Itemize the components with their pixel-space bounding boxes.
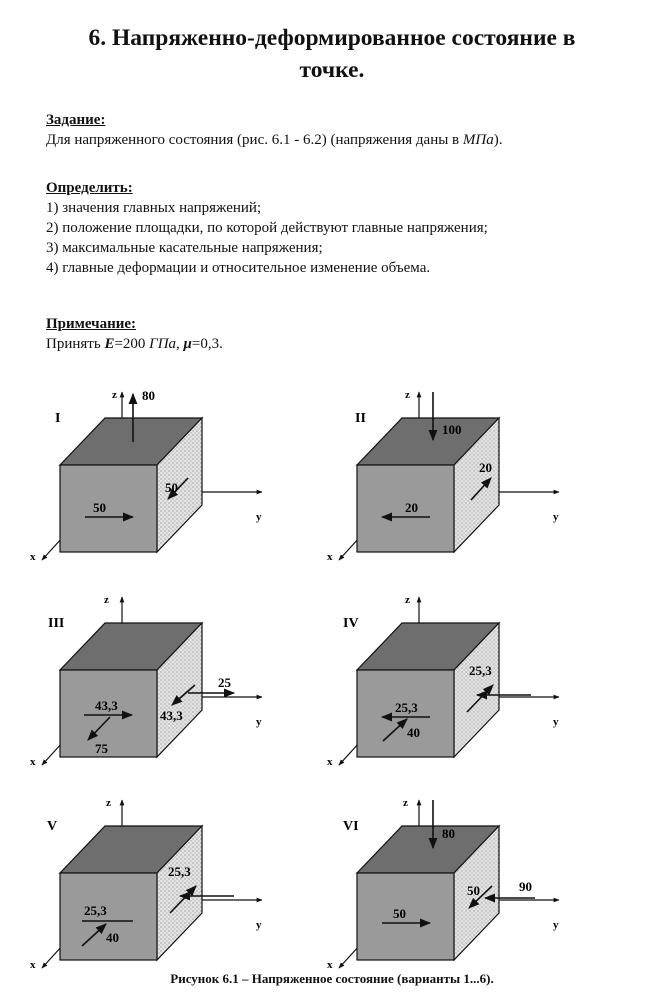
variant-roman: III [48, 616, 65, 631]
variant-roman: IV [343, 616, 359, 631]
x-axis [339, 538, 359, 560]
variant-roman: VI [343, 819, 359, 834]
page-title [20, 22, 644, 86]
cube-front-face [60, 670, 157, 757]
title-line-2: точке. [299, 57, 365, 83]
x-axis-label: x [30, 551, 36, 563]
note-mu-value: =0,3. [191, 336, 223, 352]
x-axis-label: x [327, 551, 333, 563]
stress-label: 43,3 [95, 698, 118, 713]
x-axis-label: x [30, 959, 36, 970]
variant-panel-3 [30, 594, 262, 768]
stress-label: 40 [407, 725, 420, 740]
z-axis-label: z [112, 389, 117, 401]
stress-label: 80 [442, 826, 455, 841]
variant-panel-5 [30, 797, 262, 970]
x-axis-label: x [327, 756, 333, 768]
determine-item: 4) главные деформации и относительное изменение объема. [46, 260, 431, 276]
x-axis [339, 946, 359, 968]
y-axis-label: y [553, 716, 559, 728]
note-sep: , [176, 336, 184, 352]
stress-label: 50 [93, 500, 106, 515]
note-text [46, 334, 646, 354]
z-axis-label: z [403, 797, 408, 809]
variant-panel-6 [327, 797, 559, 970]
x-axis [339, 743, 359, 765]
note-prefix: Принять [46, 336, 105, 352]
stress-label: 50 [393, 906, 406, 921]
determine-section [46, 178, 646, 278]
z-axis-label: z [405, 594, 410, 606]
note-e-unit: ГПа [149, 336, 177, 352]
stress-label: 25 [218, 675, 231, 690]
title-line-1: 6. Напряженно-деформированное состояние в [88, 25, 576, 51]
determine-item: 1) значения главных напряжений; [46, 200, 262, 216]
figure-stress-states [0, 370, 664, 970]
cube-front-face [60, 465, 157, 552]
z-axis-label: z [104, 594, 109, 606]
variant-roman: I [55, 411, 61, 426]
x-axis-label: x [327, 959, 333, 970]
task-section [46, 110, 646, 150]
x-axis [42, 538, 62, 560]
y-axis-label: y [553, 511, 559, 523]
y-axis-label: y [256, 511, 262, 523]
variant-panel-4 [327, 594, 559, 768]
z-axis-label: z [106, 797, 111, 809]
stress-label: 20 [405, 500, 418, 515]
note-section [46, 314, 646, 354]
variant-roman: II [355, 411, 366, 426]
variant-panel-2 [327, 389, 559, 563]
stress-label: 90 [519, 879, 532, 894]
determine-item: 2) положение площадки, по которой действуют главные напряжения; [46, 220, 488, 236]
stress-label: 43,3 [160, 708, 183, 723]
task-text-before: Для напряженного состояния (рис. 6.1 - 6.2) (напряжения даны в [46, 132, 463, 148]
task-text-after: ). [493, 132, 503, 148]
note-mu-symbol: μ [183, 336, 192, 352]
y-axis-label: y [256, 919, 262, 931]
stress-label: 25,3 [469, 663, 492, 678]
x-axis-label: x [30, 756, 36, 768]
variant-roman: V [47, 819, 58, 834]
x-axis [42, 946, 62, 968]
stress-label: 20 [479, 460, 492, 475]
z-axis-label: z [405, 389, 410, 401]
stress-label: 25,3 [395, 700, 418, 715]
variant-panel-1 [30, 388, 262, 563]
stress-label: 75 [95, 741, 108, 756]
stress-label: 25,3 [168, 864, 191, 879]
task-text [46, 130, 646, 150]
y-axis-label: y [256, 716, 262, 728]
determine-item: 3) максимальные касательные напряжения; [46, 240, 323, 256]
note-e-symbol: E [104, 336, 115, 352]
stress-label: 50 [165, 480, 178, 495]
task-unit: МПа [462, 132, 494, 148]
y-axis-label: y [553, 919, 559, 931]
stress-label: 80 [142, 388, 155, 403]
note-e-value: =200 [114, 336, 150, 352]
cube-front-face [60, 873, 157, 960]
x-axis [42, 743, 62, 765]
note-heading: Примечание: [46, 316, 137, 332]
task-heading: Задание: [46, 112, 106, 128]
stress-label: 50 [467, 883, 480, 898]
stress-label: 100 [442, 422, 462, 437]
figure-caption: Рисунок 6.1 – Напряженное состояние (варианты 1...6). [170, 971, 494, 986]
stress-label: 40 [106, 930, 119, 945]
stress-label: 25,3 [84, 903, 107, 918]
determine-heading: Определить: [46, 180, 133, 196]
